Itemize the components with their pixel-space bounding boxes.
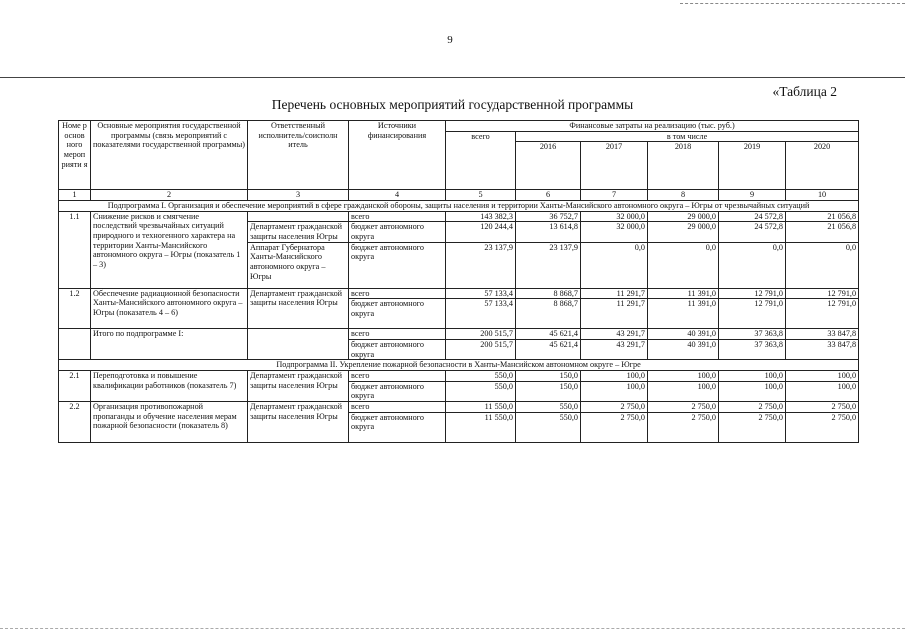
event-number: 1.1 (59, 211, 91, 288)
value-cell: 23 137,9 (446, 242, 516, 288)
subprogram-title: Подпрограмма I. Организация и обеспечение мероприятий в сфере гражданской обороны, защиты населения и территории Ханты-Мансийского автономного округа – Югры от чрезвычайных ситуаций (59, 201, 859, 212)
value-cell: 32 000,0 (581, 211, 648, 222)
value-cell: 2 750,0 (786, 412, 859, 442)
header-row (59, 121, 859, 132)
event-number: 1.2 (59, 288, 91, 329)
value-cell: 21 056,8 (786, 222, 859, 242)
table-label: «Таблица 2 (772, 84, 837, 99)
value-cell: 120 244,4 (446, 222, 516, 242)
event-name: Снижение рисков и смягчение последствий чрезвычайных ситуаций природного и техногенного характера на территории Ханты-Мансийского автономного округа – Югры (показатель 1 – 3) (91, 211, 248, 288)
total-label: Итого по подпрограмме I: (91, 329, 248, 360)
value-cell: 57 133,4 (446, 288, 516, 299)
value-cell: 40 391,0 (648, 340, 719, 360)
subprogram-title: Подпрограмма II. Укрепление пожарной безопасности в Ханты-Мансийском автономном округе – Югре (59, 360, 859, 371)
value-cell: 33 847,8 (786, 340, 859, 360)
value-cell: 32 000,0 (581, 222, 648, 242)
executor-cell: Аппарат Губернатора Ханты-Мансийского автономного округа – Югры (248, 242, 349, 288)
col-header-executor: Ответственный исполнитель/соисполн итель (248, 121, 349, 190)
source-cell: всего (349, 329, 446, 340)
value-cell: 2 750,0 (581, 412, 648, 442)
column-number: 9 (719, 190, 786, 201)
subprogram-row (59, 201, 859, 212)
value-cell: 45 621,4 (516, 329, 581, 340)
value-cell: 11 291,7 (581, 288, 648, 299)
value-cell: 2 750,0 (719, 412, 786, 442)
value-cell: 100,0 (786, 381, 859, 401)
col-header-costs: Финансовые затраты на реализацию (тыс. руб.) (446, 121, 859, 132)
col-header-2019: 2019 (719, 142, 786, 190)
value-cell: 2 750,0 (719, 402, 786, 413)
event-name: Обеспечение радиационной безопасности Ханты-Мансийского автономного округа – Югры (показатель 4 – 6) (91, 288, 248, 329)
value-cell: 43 291,7 (581, 329, 648, 340)
value-cell: 550,0 (446, 381, 516, 401)
value-cell: 0,0 (786, 242, 859, 288)
source-cell: всего (349, 288, 446, 299)
column-number: 2 (91, 190, 248, 201)
value-cell: 2 750,0 (581, 402, 648, 413)
value-cell: 11 550,0 (446, 402, 516, 413)
source-cell: всего (349, 402, 446, 413)
value-cell: 11 291,7 (581, 299, 648, 329)
col-header-incl: в том числе (516, 131, 859, 142)
executor-cell: Департамент гражданской защиты населения Югры (248, 222, 349, 242)
column-number: 6 (516, 190, 581, 201)
source-cell: бюджет автономного округа (349, 340, 446, 360)
page-title: Перечень основных мероприятий государственной программы (271, 97, 634, 112)
value-cell: 29 000,0 (648, 222, 719, 242)
source-cell: бюджет автономного округа (349, 412, 446, 442)
value-cell: 8 868,7 (516, 288, 581, 299)
event-number (59, 329, 91, 360)
value-cell: 550,0 (516, 412, 581, 442)
col-header-num: Номе р основ ного мероп рияти я (59, 121, 91, 190)
col-header-2016: 2016 (516, 142, 581, 190)
header-rule (0, 77, 905, 78)
total-row (59, 329, 859, 340)
value-cell: 12 791,0 (719, 288, 786, 299)
value-cell: 2 750,0 (648, 412, 719, 442)
event-number: 2.2 (59, 402, 91, 443)
source-cell: бюджет автономного округа (349, 299, 446, 329)
executor-cell: Департамент гражданской защиты населения Югры (248, 402, 349, 443)
value-cell: 21 056,8 (786, 211, 859, 222)
executor-cell (248, 211, 349, 222)
value-cell: 2 750,0 (786, 402, 859, 413)
value-cell: 100,0 (648, 381, 719, 401)
value-cell: 23 137,9 (516, 242, 581, 288)
event-number: 2.1 (59, 371, 91, 402)
col-header-2020: 2020 (786, 142, 859, 190)
value-cell: 37 363,8 (719, 329, 786, 340)
value-cell: 200 515,7 (446, 340, 516, 360)
column-number: 5 (446, 190, 516, 201)
source-cell: бюджет автономного округа (349, 381, 446, 401)
column-number: 3 (248, 190, 349, 201)
scan-bottom-rule (0, 628, 905, 629)
col-header-events: Основные мероприятия государственной программы (связь мероприятий с показателями государственной программы) (91, 121, 248, 190)
value-cell: 12 791,0 (786, 288, 859, 299)
value-cell: 100,0 (581, 371, 648, 382)
value-cell: 8 868,7 (516, 299, 581, 329)
value-cell: 0,0 (648, 242, 719, 288)
subprogram-row (59, 360, 859, 371)
value-cell: 11 391,0 (648, 299, 719, 329)
value-cell: 36 752,7 (516, 211, 581, 222)
table-row (59, 211, 859, 222)
value-cell: 100,0 (719, 381, 786, 401)
col-header-2018: 2018 (648, 142, 719, 190)
scan-top-rule (680, 3, 905, 4)
events-table (58, 120, 859, 443)
event-name: Переподготовка и повышение квалификации работников (показатель 7) (91, 371, 248, 402)
col-header-2017: 2017 (581, 142, 648, 190)
value-cell: 33 847,8 (786, 329, 859, 340)
value-cell: 100,0 (786, 371, 859, 382)
column-number: 4 (349, 190, 446, 201)
value-cell: 40 391,0 (648, 329, 719, 340)
col-header-sources: Источники финансирования (349, 121, 446, 190)
value-cell: 100,0 (719, 371, 786, 382)
value-cell: 100,0 (648, 371, 719, 382)
col-header-total: всего (446, 131, 516, 190)
source-cell: всего (349, 211, 446, 222)
value-cell: 37 363,8 (719, 340, 786, 360)
executor-cell: Департамент гражданской защиты населения Югры (248, 288, 349, 329)
value-cell: 43 291,7 (581, 340, 648, 360)
value-cell: 0,0 (581, 242, 648, 288)
value-cell: 24 572,8 (719, 222, 786, 242)
value-cell: 11 391,0 (648, 288, 719, 299)
value-cell: 11 550,0 (446, 412, 516, 442)
value-cell: 12 791,0 (786, 299, 859, 329)
value-cell: 0,0 (719, 242, 786, 288)
table-row (59, 371, 859, 382)
table-row (59, 402, 859, 413)
source-cell: всего (349, 371, 446, 382)
executor-cell: Департамент гражданской защиты населения Югры (248, 371, 349, 402)
value-cell: 12 791,0 (719, 299, 786, 329)
event-name: Организация противопожарной пропаганды и обучение населения мерам пожарной безопасности (показатель 8) (91, 402, 248, 443)
value-cell: 2 750,0 (648, 402, 719, 413)
value-cell: 143 382,3 (446, 211, 516, 222)
value-cell: 200 515,7 (446, 329, 516, 340)
source-cell: бюджет автономного округа (349, 242, 446, 288)
value-cell: 13 614,8 (516, 222, 581, 242)
column-number: 10 (786, 190, 859, 201)
value-cell: 29 000,0 (648, 211, 719, 222)
column-number: 7 (581, 190, 648, 201)
source-cell: бюджет автономного округа (349, 222, 446, 242)
column-number: 1 (59, 190, 91, 201)
value-cell: 45 621,4 (516, 340, 581, 360)
value-cell: 550,0 (446, 371, 516, 382)
column-number: 8 (648, 190, 719, 201)
page-number: 9 (447, 34, 453, 46)
column-number-row (59, 190, 859, 201)
value-cell: 150,0 (516, 371, 581, 382)
value-cell: 550,0 (516, 402, 581, 413)
executor-cell (248, 329, 349, 360)
table-row (59, 288, 859, 299)
value-cell: 24 572,8 (719, 211, 786, 222)
value-cell: 150,0 (516, 381, 581, 401)
value-cell: 57 133,4 (446, 299, 516, 329)
value-cell: 100,0 (581, 381, 648, 401)
